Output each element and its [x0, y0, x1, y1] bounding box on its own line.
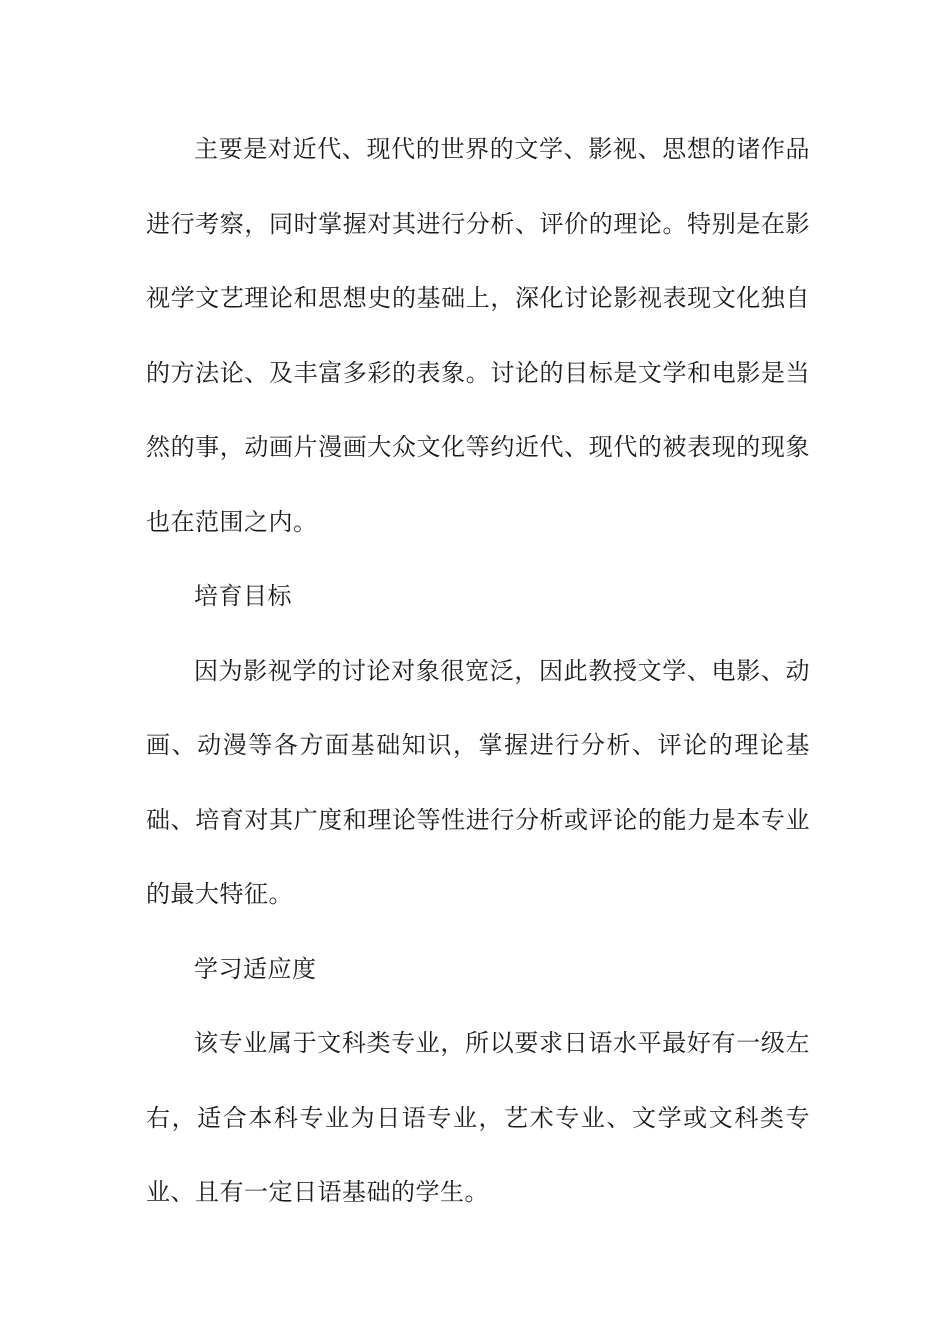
intro-paragraph: 主要是对近代、现代的世界的文学、影视、思想的诸作品进行考察，同时掌握对其进行分析、评价的理论。特别是在影视学文艺理论和思想史的基础上，深化讨论影视表现文化独自的方法论、及丰富多彩的表象。讨论的目标是文学和电影是当然的事，动画片漫画大众文化等约近代、现代的被表现的现象也在范围之内。 — [146, 135, 810, 536]
training-goals-paragraph: 因为影视学的讨论对象很宽泛，因此教授文学、电影、动画、动漫等各方面基础知识，掌握进行分析、评论的理论基础、培育对其广度和理论等性进行分析或评论的能力是本专业的最大特征。 — [146, 656, 810, 908]
section-heading-training-goals: 培育目标 — [194, 582, 292, 610]
document-page — [146, 112, 810, 1230]
section-heading-study-suitability: 学习适应度 — [194, 954, 317, 983]
study-suitability-paragraph: 该专业属于文科类专业，所以要求日语水平最好有一级左右，适合本科专业为日语专业，艺术专业、文学或文科类专业、且有一定日语基础的学生。 — [146, 1029, 810, 1206]
